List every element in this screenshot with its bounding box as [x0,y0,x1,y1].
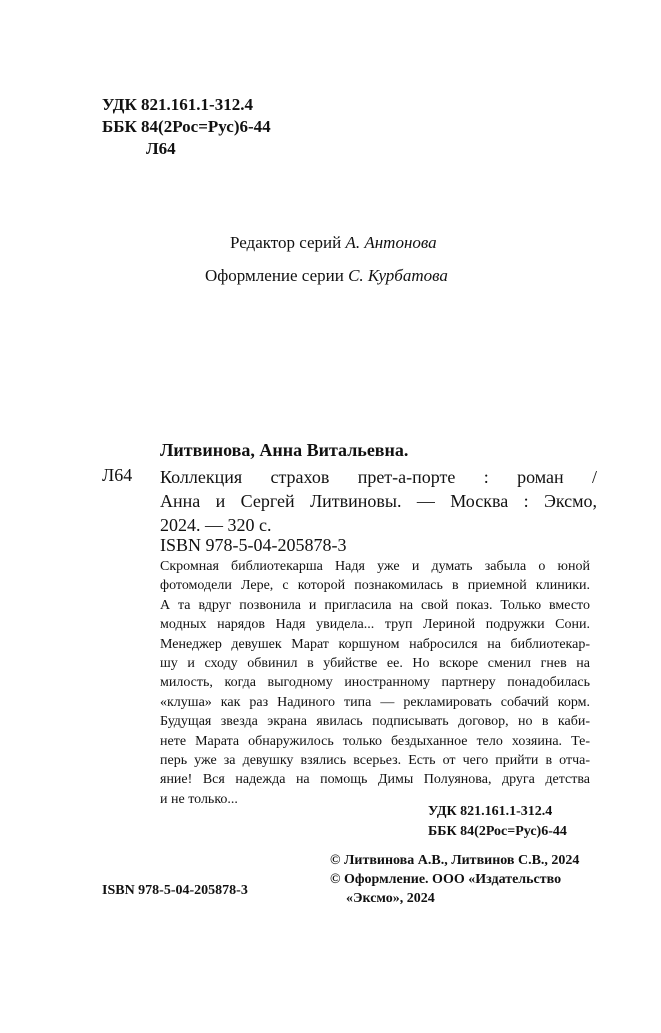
series-design-credit [205,266,448,286]
copyright-design: © Оформление. ООО «Издательство [330,872,562,887]
bibliographic-author: Литвинова, Анна Витальевна. [160,440,409,460]
annotation-line: нете Марата обнаружилось только бездыханное тело хозяина. Те- [160,733,590,749]
copyright-design-publisher: «Эксмо», 2024 [346,891,435,906]
annotation-line: А та вдруг позвонила и пригласила на свой показ. Только вместо [160,597,590,613]
bibliographic-line: Коллекция страхов прет-а-порте : роман / [160,467,597,487]
footer-isbn: ISBN 978-5-04-205878-3 [102,883,248,898]
bibliographic-line: 2024. — 320 с. [160,515,272,535]
series-design-label: Оформление серии [205,266,344,285]
footer-bbk-code: ББК 84(2Рос=Рус)6-44 [428,824,567,839]
bibliographic-line: Анна и Сергей Литвиновы. — Москва : Эксмо, [160,491,597,511]
annotation-line: яние! Вся надежда на помощь Димы Полуянова, друга детства [160,772,590,788]
bibliographic-isbn: ISBN 978-5-04-205878-3 [160,535,347,555]
series-editor-name: А. Антонова [345,233,437,252]
footer-udk-code: УДК 821.161.1-312.4 [428,804,553,819]
author-mark: Л64 [146,139,176,158]
annotation-line: модных нарядов Надя увидела... труп Лериной подружки Сони. [160,617,590,633]
copyright-authors: © Литвинова А.В., Литвинов С.В., 2024 [330,853,580,868]
annotation-text [160,557,590,809]
annotation-line: и не только... [160,791,238,807]
annotation-line: «клуша» как раз Надиного типа — рекламировать собачий корм. [160,694,590,710]
udk-code: УДК 821.161.1-312.4 [102,95,253,114]
annotation-line: шу и сходу обвинил в убийстве ее. Но вскоре сменил гнев на [160,656,590,672]
annotation-line: перь уже за девушку взялись всерьез. Есть от чего прийти в отча- [160,753,590,769]
series-editor-label: Редактор серий [230,233,342,252]
annotation-line: милость, когда выгодному иностранному партнеру понадобилась [160,675,590,691]
annotation-line: фотомодели Лере, с которой познакомилась в приемной клиники. [160,578,590,594]
series-editor-credit [230,233,437,253]
annotation-line: Будущая звезда экрана явилась подписывать договор, но в каби- [160,714,590,730]
bibliographic-description [160,465,597,537]
annotation-line: Менеджер девушек Марат коршуном набросился на библиотекар- [160,636,590,652]
annotation-line: Скромная библиотекарша Надя уже и думать забыла о юной [160,559,590,574]
bibliographic-code: Л64 [102,465,133,485]
series-design-name: С. Курбатова [348,266,448,285]
bbk-code: ББК 84(2Рос=Рус)6-44 [102,117,271,136]
